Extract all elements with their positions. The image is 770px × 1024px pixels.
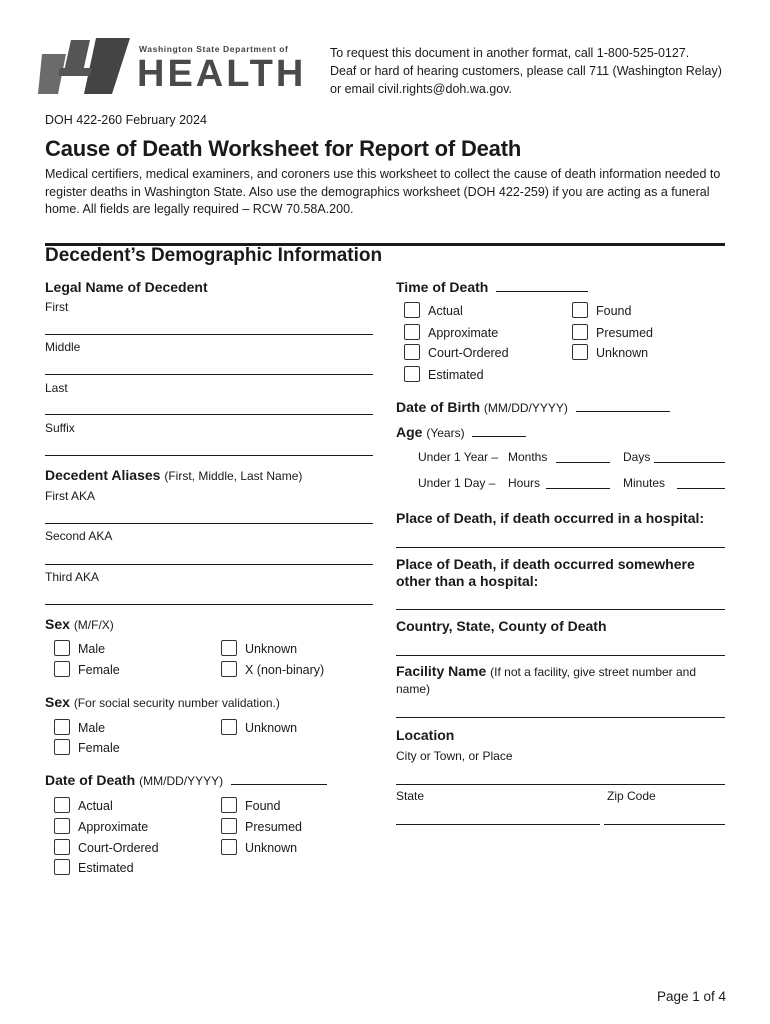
date-of-birth-title: Date of Birth: [396, 399, 480, 415]
place-of-death-other-label-2: other than a hospital:: [396, 573, 539, 589]
time-of-death-title: Time of Death: [396, 279, 489, 295]
second-aka-label: Second AKA: [45, 529, 113, 543]
dod-found-option[interactable]: Found: [221, 797, 280, 815]
last-name-label: Last: [45, 381, 68, 395]
legal-name-heading: Legal Name of Decedent: [45, 279, 208, 295]
checkbox[interactable]: [221, 818, 237, 834]
third-aka-field[interactable]: [45, 604, 373, 605]
section-title: Decedent’s Demographic Information: [45, 245, 383, 266]
second-aka-field[interactable]: [45, 564, 373, 565]
checkbox[interactable]: [221, 797, 237, 813]
city-field[interactable]: [396, 784, 725, 785]
checkbox[interactable]: [221, 839, 237, 855]
checkbox[interactable]: [404, 366, 420, 382]
location-heading: Location: [396, 727, 455, 743]
tod-unknown-option[interactable]: Unknown: [572, 344, 648, 362]
checkbox[interactable]: [404, 344, 420, 360]
document-id: DOH 422-260 February 2024: [45, 113, 207, 127]
dod-estimated-option[interactable]: Estimated: [54, 859, 134, 877]
first-name-label: First: [45, 300, 69, 314]
country-state-county-label: Country, State, County of Death: [396, 618, 607, 634]
aliases-subtitle: (First, Middle, Last Name): [164, 469, 303, 483]
minutes-field[interactable]: [677, 488, 725, 489]
age-heading: [396, 424, 526, 440]
under-1-day-label: Under 1 Day –: [418, 476, 496, 490]
tod-presumed-option[interactable]: Presumed: [572, 324, 653, 342]
request-line: To request this document in another format, call 1-800-525-0127.: [330, 46, 690, 60]
checkbox[interactable]: [572, 324, 588, 340]
checkbox[interactable]: [404, 302, 420, 318]
minutes-label: Minutes: [623, 476, 666, 490]
facility-name-title: Facility Name: [396, 663, 487, 679]
dod-unknown-option[interactable]: Unknown: [221, 839, 297, 857]
checkbox[interactable]: [54, 818, 70, 834]
days-label: Days: [623, 450, 651, 464]
dod-approximate-option[interactable]: Approximate: [54, 818, 148, 836]
checkbox[interactable]: [54, 839, 70, 855]
suffix-field[interactable]: [45, 455, 373, 456]
place-of-death-other-field[interactable]: [396, 609, 725, 610]
country-state-county-field[interactable]: [396, 655, 725, 656]
checkbox[interactable]: [54, 719, 70, 735]
sex-ssn-heading: [45, 694, 280, 710]
hours-field[interactable]: [546, 488, 610, 489]
checkbox[interactable]: [572, 302, 588, 318]
suffix-label: Suffix: [45, 421, 75, 435]
logo-department-text: Washington State Department of: [139, 44, 289, 54]
date-of-death-heading: [45, 772, 327, 788]
days-field[interactable]: [654, 462, 725, 463]
place-of-death-hospital-field[interactable]: [396, 547, 725, 548]
aliases-title: Decedent Aliases: [45, 467, 161, 483]
sex-heading: [45, 616, 114, 632]
zip-code-label: Zip Code: [607, 789, 656, 803]
zip-code-field[interactable]: [604, 824, 725, 825]
doh-logo-mark-icon: [38, 36, 130, 96]
intro-paragraph: Medical certifiers, medical examiners, and coroners use this worksheet to collect the cause of death information needed to register deaths in Washington State. Also use the demographics worksheet (DOH 422-259) if you are acting as a funeral home. All fields are legally required – RCW 70.58A.200.: [45, 167, 721, 216]
request-line: or email civil.rights@doh.wa.gov.: [330, 82, 512, 96]
age-subtitle: (Years): [426, 426, 465, 440]
checkbox[interactable]: [221, 640, 237, 656]
city-label: City or Town, or Place: [396, 749, 513, 763]
tod-found-option[interactable]: Found: [572, 302, 631, 320]
checkbox[interactable]: [54, 859, 70, 875]
sex-subtitle: (M/F/X): [73, 618, 114, 632]
months-field[interactable]: [556, 462, 610, 463]
under-1-year-label: Under 1 Year –: [418, 450, 499, 464]
facility-name-subtitle: (If not a facility, give street number and: [490, 665, 697, 679]
tod-court-ordered-option[interactable]: Court-Ordered: [404, 344, 509, 362]
checkbox[interactable]: [54, 739, 70, 755]
tod-actual-option[interactable]: Actual: [404, 302, 463, 320]
sex-ssn-female-option[interactable]: Female: [54, 739, 120, 757]
checkbox[interactable]: [221, 719, 237, 735]
last-name-field[interactable]: [45, 414, 373, 415]
dod-actual-option[interactable]: Actual: [54, 797, 113, 815]
sex-x-option[interactable]: X (non-binary): [221, 661, 324, 679]
sex-ssn-title: Sex: [45, 694, 70, 710]
checkbox[interactable]: [54, 797, 70, 813]
sex-unknown-option[interactable]: Unknown: [221, 640, 297, 658]
hours-label: Hours: [508, 476, 541, 490]
page-title: Cause of Death Worksheet for Report of Death: [45, 136, 522, 161]
checkbox[interactable]: [54, 640, 70, 656]
dod-presumed-option[interactable]: Presumed: [221, 818, 302, 836]
tod-approximate-option[interactable]: Approximate: [404, 324, 498, 342]
accessibility-request-info: [330, 44, 722, 98]
place-of-death-other-label: Place of Death, if death occurred somewhere: [396, 556, 695, 572]
state-label: State: [396, 789, 425, 803]
facility-name-subtitle-2: name): [396, 682, 431, 696]
state-field[interactable]: [396, 824, 600, 825]
page-number: Page 1 of 4: [657, 989, 727, 1004]
first-aka-label: First AKA: [45, 489, 96, 503]
request-line: Deaf or hard of hearing customers, please call 711 (Washington Relay): [330, 64, 722, 78]
first-aka-field[interactable]: [45, 523, 373, 524]
place-of-death-hospital-label: Place of Death, if death occurred in a hospital:: [396, 510, 705, 526]
time-of-death-field[interactable]: [496, 279, 588, 292]
date-of-birth-heading: [396, 399, 670, 415]
age-years-field[interactable]: [472, 424, 526, 437]
date-of-death-subtitle: (MM/DD/YYYY): [139, 774, 224, 788]
time-of-death-heading: [396, 279, 588, 295]
age-title: Age: [396, 424, 423, 440]
logo-health-text: HEALTH: [137, 53, 307, 95]
third-aka-label: Third AKA: [45, 570, 100, 584]
facility-name-field[interactable]: [396, 717, 725, 718]
date-of-death-title: Date of Death: [45, 772, 136, 788]
months-label: Months: [508, 450, 548, 464]
date-of-birth-subtitle: (MM/DD/YYYY): [483, 401, 568, 415]
facility-name-heading: [396, 663, 696, 679]
checkbox[interactable]: [572, 344, 588, 360]
middle-name-label: Middle: [45, 340, 81, 354]
aliases-heading: [45, 467, 302, 483]
checkbox[interactable]: [404, 324, 420, 340]
sex-ssn-male-option[interactable]: Male: [54, 719, 105, 737]
sex-male-option[interactable]: Male: [54, 640, 105, 658]
checkbox[interactable]: [54, 661, 70, 677]
middle-name-field[interactable]: [45, 374, 373, 375]
date-of-death-field[interactable]: [231, 772, 327, 785]
sex-ssn-unknown-option[interactable]: Unknown: [221, 719, 297, 737]
sex-ssn-subtitle: (For social security number validation.): [73, 696, 280, 710]
checkbox[interactable]: [221, 661, 237, 677]
sex-female-option[interactable]: Female: [54, 661, 120, 679]
sex-title: Sex: [45, 616, 70, 632]
dod-court-ordered-option[interactable]: Court-Ordered: [54, 839, 159, 857]
first-name-field[interactable]: [45, 334, 373, 335]
date-of-birth-field[interactable]: [576, 399, 670, 412]
tod-estimated-option[interactable]: Estimated: [404, 366, 484, 384]
